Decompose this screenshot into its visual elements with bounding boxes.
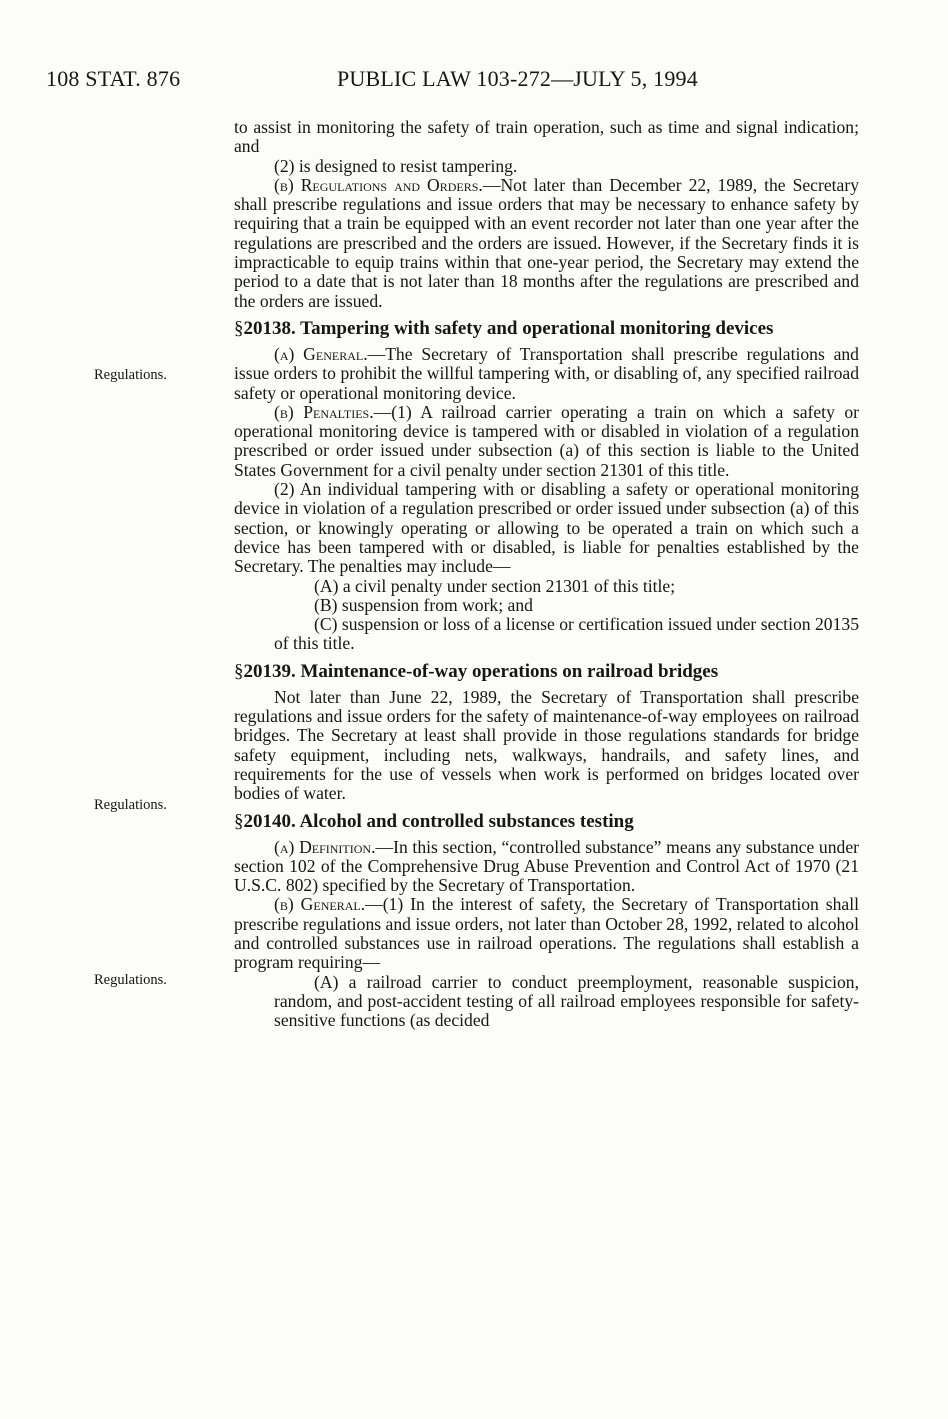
section-number: 20140.: [243, 810, 296, 832]
section-title: Alcohol and controlled substances testing: [299, 810, 634, 832]
subsection-label: (b) General.: [274, 894, 366, 915]
subsection-text: —(1) In the interest of safety, the Secretary of Transportation shall prescribe regulations and issue orders, not later than October 28, 1992, related to alcohol and controlled substances use in railroad operations. The regulations shall establish a program requiring—: [234, 894, 859, 973]
subsection-label: (b) Penalties.: [274, 401, 374, 422]
stat-page-number: 108 STAT. 876: [46, 66, 181, 91]
paragraph-20140-a: [234, 838, 859, 896]
subsection-text: —In this section, “controlled substance” means any substance under section 102 of the Comprehensive Drug Abuse Prevention and Control Act of 1970 (21 U.S.C. 802) specified by the Secretary of Transportation.: [234, 836, 859, 896]
section-heading-20140: [234, 812, 859, 832]
clause-20138-C: (C) suspension or loss of a license or certification issued under section 20135 of this title.: [274, 614, 859, 654]
margin-note-regulations-1: Regulations.: [94, 367, 167, 383]
running-header: PUBLIC LAW 103-272—JULY 5, 1994: [337, 66, 698, 91]
clause-20140-A: (A) a railroad carrier to conduct preemployment, reasonable suspicion, random, and post-accident testing of all railroad employees responsible for safety-sensitive functions (as decided: [274, 971, 859, 1031]
subsection-text: —The Secretary of Transportation shall prescribe regulations and issue orders to prohibit the willful tampering with, or disabling of, any specified railroad safety or operational monitoring device.: [234, 343, 859, 403]
paragraph-continued: to assist in monitoring the safety of train operation, such as time and signal indication; and: [234, 117, 859, 157]
subsection-text: —Not later than December 22, 1989, the Secretary shall prescribe regulations and issue orders that may be necessary to enhance safety by requiring that a train be equipped with an event recorder not later than one year after the regulations are prescribed and the orders are issued. However, if the Secretary finds it is impracticable to equip trains within that one-year period, the Secretary may extend the period to a date that is not later than 18 months after the regulations are prescribed and the orders are issued.: [234, 174, 859, 311]
subsection-label: (b) Regulations and Orders.: [274, 174, 483, 195]
section-title: Maintenance-of-way operations on railroad bridges: [300, 660, 719, 682]
margin-note-regulations-2: Regulations.: [94, 797, 167, 813]
section-heading-20138: [234, 319, 859, 339]
section-heading-20139: [234, 662, 859, 682]
paragraph-20138-b: [234, 403, 859, 480]
paragraph-20139: Not later than June 22, 1989, the Secretary of Transportation shall prescribe regulations and issue orders for the safety of maintenance-of-way employees on railroad bridges. The Secretary at least shall provide in those regulations standards for bridge safety equipment, including nets, walkways, handrails, and safety lines, and requirements for the use of vessels when work is performed on bridges located over bodies of water.: [234, 686, 859, 804]
section-symbol: §: [234, 810, 244, 832]
clause-20138-A: (A) a civil penalty under section 21301 of this title;: [314, 575, 676, 596]
section-number: 20138.: [243, 317, 296, 339]
body-text: [234, 118, 859, 1030]
clause-20138-B: (B) suspension from work; and: [314, 594, 533, 615]
subsection-label: (a) Definition.: [274, 836, 376, 857]
paragraph-20138-b2: (2) An individual tampering with or disabling a safety or operational monitoring device in violation of a regulation prescribed or order issued under subsection (a) of this section, or knowingly operating or allowing to be operated a train on which such a device has been tampered with or disabled, is liable for penalties established by the Secretary. The penalties may include—: [234, 479, 859, 577]
section-symbol: §: [234, 317, 244, 339]
subsection-label: (a) General.: [274, 343, 368, 364]
paragraph-regulations-orders: [234, 176, 859, 311]
section-symbol: §: [234, 660, 244, 682]
margin-note-regulations-3: Regulations.: [94, 972, 167, 988]
paragraph-item-2: (2) is designed to resist tampering.: [274, 155, 518, 176]
paragraph-20140-b: [234, 895, 859, 972]
section-title: Tampering with safety and operational monitoring devices: [300, 317, 774, 339]
paragraph-20138-a: [234, 345, 859, 403]
subsection-text: —(1) A railroad carrier operating a train on which a safety or operational monitoring device is tampered with or disabled in violation of a regulation prescribed or order issued under subsection (a) of this section is liable to the United States Government for a civil penalty under section 21301 of this title.: [234, 401, 860, 480]
section-number: 20139.: [243, 660, 296, 682]
